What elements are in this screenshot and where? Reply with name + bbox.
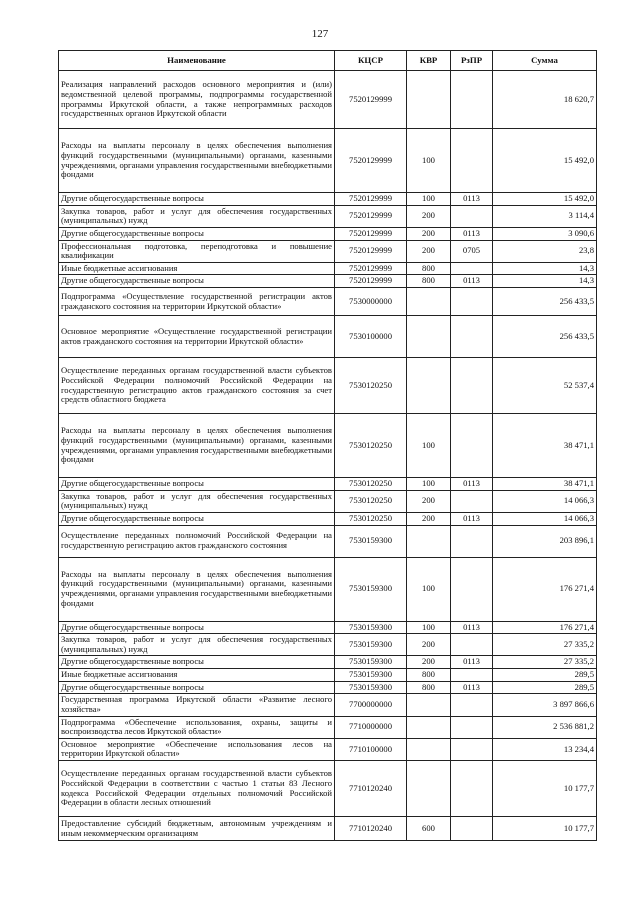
cell-kvr: 800 (407, 262, 451, 275)
header-kcsr: КЦСР (335, 51, 407, 71)
table-row (59, 316, 597, 358)
table-row (59, 525, 597, 557)
table-row (59, 694, 597, 716)
cell-rzpr (451, 738, 493, 760)
cell-kcsr: 7530100000 (335, 316, 407, 358)
cell-kcsr: 7520129999 (335, 205, 407, 227)
cell-sum: 38 471,1 (493, 414, 597, 478)
cell-rzpr: 0113 (451, 681, 493, 694)
cell-kcsr: 7710120240 (335, 817, 407, 841)
cell-sum: 14 066,3 (493, 490, 597, 512)
header-name: Наименование (59, 51, 335, 71)
table-row (59, 205, 597, 227)
header-row (59, 51, 597, 71)
cell-sum: 23,8 (493, 240, 597, 262)
cell-kvr: 200 (407, 634, 451, 656)
table-header (59, 51, 597, 71)
cell-rzpr: 0113 (451, 621, 493, 634)
cell-kcsr: 7520129999 (335, 193, 407, 206)
cell-name: Реализация направлений расходов основного мероприятия и (или) ведомственной целевой программы, подпрограммы государственной программы Иркутской области, а также непрограммных расходов государственных органов Иркутской области (59, 71, 335, 129)
header-rzpr: РзПР (451, 51, 493, 71)
cell-kvr: 100 (407, 193, 451, 206)
cell-rzpr (451, 525, 493, 557)
cell-name: Другие общегосударственные вопросы (59, 681, 335, 694)
cell-kvr (407, 71, 451, 129)
cell-sum: 18 620,7 (493, 71, 597, 129)
cell-kcsr: 7530159300 (335, 669, 407, 682)
cell-rzpr: 0113 (451, 227, 493, 240)
cell-name: Другие общегосударственные вопросы (59, 621, 335, 634)
cell-kvr (407, 694, 451, 716)
cell-rzpr (451, 205, 493, 227)
cell-kcsr: 7530159300 (335, 681, 407, 694)
cell-sum: 256 433,5 (493, 288, 597, 316)
cell-kvr: 100 (407, 557, 451, 621)
cell-rzpr: 0113 (451, 193, 493, 206)
cell-kcsr: 7530120250 (335, 478, 407, 491)
cell-kvr: 200 (407, 490, 451, 512)
cell-rzpr (451, 694, 493, 716)
cell-kvr: 200 (407, 227, 451, 240)
cell-sum: 289,5 (493, 681, 597, 694)
cell-sum: 13 234,4 (493, 738, 597, 760)
cell-name: Основное мероприятие «Осуществление государственной регистрации актов гражданского состояния на территории Иркутской области» (59, 316, 335, 358)
cell-kvr: 800 (407, 275, 451, 288)
cell-kvr (407, 288, 451, 316)
cell-kvr (407, 761, 451, 817)
cell-sum: 2 536 881,2 (493, 716, 597, 738)
cell-kvr: 100 (407, 478, 451, 491)
cell-kcsr: 7530120250 (335, 358, 407, 414)
cell-rzpr (451, 316, 493, 358)
table-row (59, 761, 597, 817)
cell-sum: 27 335,2 (493, 656, 597, 669)
cell-kvr: 200 (407, 512, 451, 525)
cell-kvr: 200 (407, 240, 451, 262)
cell-kvr: 600 (407, 817, 451, 841)
table-row (59, 716, 597, 738)
cell-rzpr (451, 414, 493, 478)
budget-table (58, 50, 597, 841)
cell-sum: 289,5 (493, 669, 597, 682)
cell-kcsr: 7530159300 (335, 656, 407, 669)
cell-name: Подпрограмма «Осуществление государственной регистрации актов гражданского состояния на территории Иркутской области» (59, 288, 335, 316)
cell-kvr (407, 358, 451, 414)
cell-kvr: 200 (407, 205, 451, 227)
table-row (59, 414, 597, 478)
cell-sum: 27 335,2 (493, 634, 597, 656)
cell-rzpr (451, 761, 493, 817)
cell-sum: 176 271,4 (493, 621, 597, 634)
cell-kcsr: 7710120240 (335, 761, 407, 817)
cell-rzpr: 0113 (451, 512, 493, 525)
cell-sum: 3 090,6 (493, 227, 597, 240)
cell-kcsr: 7520129999 (335, 71, 407, 129)
cell-name: Осуществление переданных органам государственной власти субъектов Российской Федерации полномочий Российской Федерации на государственную регистрацию актов гражданского состояния за счет средств областного бюджета (59, 358, 335, 414)
cell-kvr (407, 316, 451, 358)
table-row (59, 71, 597, 129)
cell-sum: 52 537,4 (493, 358, 597, 414)
cell-sum: 10 177,7 (493, 817, 597, 841)
cell-name: Расходы на выплаты персоналу в целях обеспечения выполнения функций государственными (муниципальными) органами, казенными учреждениями, органами управления государственными внебюджетными фондами (59, 414, 335, 478)
cell-sum: 10 177,7 (493, 761, 597, 817)
cell-sum: 256 433,5 (493, 316, 597, 358)
table-row (59, 129, 597, 193)
cell-rzpr (451, 716, 493, 738)
table-row (59, 817, 597, 841)
cell-kvr: 100 (407, 414, 451, 478)
table-row (59, 490, 597, 512)
cell-sum: 14,3 (493, 275, 597, 288)
cell-kcsr: 7530000000 (335, 288, 407, 316)
header-kvr: КВР (407, 51, 451, 71)
cell-name: Основное мероприятие «Обеспечение использования лесов на территории Иркутской области» (59, 738, 335, 760)
table-row (59, 240, 597, 262)
cell-rzpr (451, 129, 493, 193)
cell-kvr (407, 525, 451, 557)
cell-name: Осуществление переданных органам государственной власти субъектов Российской Федерации в соответствии с частью 1 статьи 83 Лесного кодекса Российской Федерации отдельных полномочий Российской Федерации в области лесных отношений (59, 761, 335, 817)
cell-rzpr: 0113 (451, 478, 493, 491)
cell-kvr (407, 738, 451, 760)
table-row (59, 288, 597, 316)
table-row (59, 227, 597, 240)
cell-rzpr (451, 71, 493, 129)
cell-kcsr: 7530159300 (335, 525, 407, 557)
table-row (59, 193, 597, 206)
page-number: 127 (311, 28, 329, 40)
table-row (59, 478, 597, 491)
cell-kcsr: 7710000000 (335, 716, 407, 738)
cell-sum: 15 492,0 (493, 129, 597, 193)
cell-kvr: 100 (407, 621, 451, 634)
cell-rzpr (451, 358, 493, 414)
cell-rzpr (451, 669, 493, 682)
cell-kvr: 800 (407, 669, 451, 682)
table-row (59, 681, 597, 694)
table-row (59, 621, 597, 634)
cell-name: Расходы на выплаты персоналу в целях обеспечения выполнения функций государственными (муниципальными) органами, казенными учреждениями, органами управления государственными внебюджетными фондами (59, 557, 335, 621)
cell-rzpr (451, 634, 493, 656)
cell-name: Закупка товаров, работ и услуг для обеспечения государственных (муниципальных) нужд (59, 634, 335, 656)
cell-kcsr: 7530159300 (335, 621, 407, 634)
cell-kcsr: 7700000000 (335, 694, 407, 716)
cell-kcsr: 7520129999 (335, 262, 407, 275)
cell-name: Другие общегосударственные вопросы (59, 512, 335, 525)
cell-sum: 176 271,4 (493, 557, 597, 621)
cell-name: Профессиональная подготовка, переподготовка и повышение квалификации (59, 240, 335, 262)
cell-rzpr (451, 817, 493, 841)
cell-kcsr: 7530159300 (335, 557, 407, 621)
table-row (59, 669, 597, 682)
cell-rzpr: 0113 (451, 275, 493, 288)
cell-kcsr: 7520129999 (335, 275, 407, 288)
table-row (59, 738, 597, 760)
table-row (59, 358, 597, 414)
table-row (59, 512, 597, 525)
cell-rzpr (451, 557, 493, 621)
cell-name: Другие общегосударственные вопросы (59, 275, 335, 288)
cell-name: Закупка товаров, работ и услуг для обеспечения государственных (муниципальных) нужд (59, 490, 335, 512)
cell-name: Другие общегосударственные вопросы (59, 193, 335, 206)
cell-name: Осуществление переданных полномочий Российской Федерации на государственную регистрацию актов гражданского состояния (59, 525, 335, 557)
cell-name: Закупка товаров, работ и услуг для обеспечения государственных (муниципальных) нужд (59, 205, 335, 227)
cell-sum: 203 896,1 (493, 525, 597, 557)
table-body (59, 71, 597, 841)
cell-rzpr (451, 262, 493, 275)
cell-sum: 14,3 (493, 262, 597, 275)
cell-kcsr: 7530159300 (335, 634, 407, 656)
table-row (59, 262, 597, 275)
cell-rzpr: 0705 (451, 240, 493, 262)
cell-kvr: 800 (407, 681, 451, 694)
cell-name: Другие общегосударственные вопросы (59, 227, 335, 240)
cell-kcsr: 7520129999 (335, 129, 407, 193)
cell-kvr: 200 (407, 656, 451, 669)
cell-name: Другие общегосударственные вопросы (59, 478, 335, 491)
cell-kvr: 100 (407, 129, 451, 193)
cell-name: Иные бюджетные ассигнования (59, 669, 335, 682)
cell-sum: 3 897 866,6 (493, 694, 597, 716)
cell-kcsr: 7530120250 (335, 490, 407, 512)
table-row (59, 275, 597, 288)
cell-name: Расходы на выплаты персоналу в целях обеспечения выполнения функций государственными (муниципальными) органами, казенными учреждениями, органами управления государственными внебюджетными фондами (59, 129, 335, 193)
table-row (59, 557, 597, 621)
cell-name: Подпрограмма «Обеспечение использования, охраны, защиты и воспроизводства лесов Иркутской области» (59, 716, 335, 738)
cell-name: Другие общегосударственные вопросы (59, 656, 335, 669)
cell-name: Предоставление субсидий бюджетным, автономным учреждениям и иным некоммерческим организациям (59, 817, 335, 841)
cell-rzpr (451, 288, 493, 316)
cell-sum: 3 114,4 (493, 205, 597, 227)
cell-name: Государственная программа Иркутской области «Развитие лесного хозяйства» (59, 694, 335, 716)
table-row (59, 656, 597, 669)
cell-kcsr: 7530120250 (335, 414, 407, 478)
cell-rzpr (451, 490, 493, 512)
cell-sum: 38 471,1 (493, 478, 597, 491)
header-sum: Сумма (493, 51, 597, 71)
cell-name: Иные бюджетные ассигнования (59, 262, 335, 275)
cell-kvr (407, 716, 451, 738)
cell-rzpr: 0113 (451, 656, 493, 669)
cell-sum: 14 066,3 (493, 512, 597, 525)
cell-kcsr: 7710100000 (335, 738, 407, 760)
cell-kcsr: 7520129999 (335, 227, 407, 240)
cell-kcsr: 7520129999 (335, 240, 407, 262)
cell-sum: 15 492,0 (493, 193, 597, 206)
table-row (59, 634, 597, 656)
cell-kcsr: 7530120250 (335, 512, 407, 525)
